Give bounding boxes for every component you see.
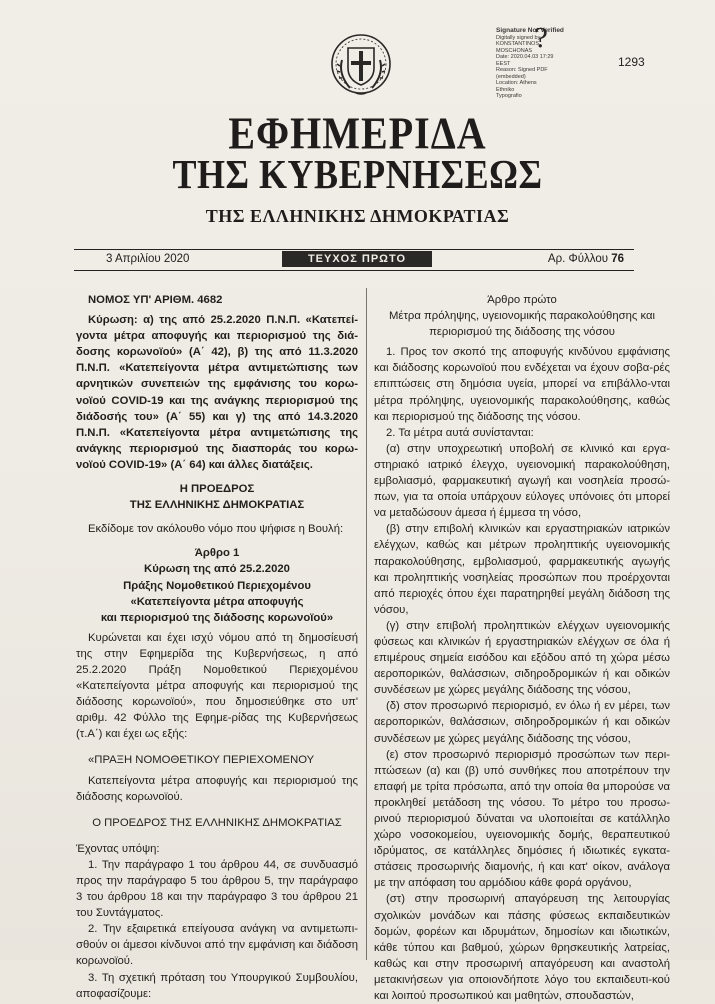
pnp-title: Κατεπείγοντα μέτρα αποφυγής και περιορισμού της διάδοσης κορωνοϊού.	[76, 774, 358, 803]
enactment-text: Εκδίδομε τον ακόλουθο νόμο που ψήφισε η Βουλή:	[88, 523, 344, 536]
article-1-title: Κύρωση της από 25.2.2020	[144, 563, 290, 576]
president-heading: Η ΠΡΟΕΔΡΟΣ	[179, 483, 255, 496]
left-column	[76, 292, 358, 1002]
measure-e: (ε) στον προσωρινό περιορισμό προσώπων των περι-πτώσεων (α) και (β) υπό συνθήκες που αποτρέπουν την επαφή με τρίτα πρόσωπα, από την οποία θα μπορούσε να προκληθεί μετάδοση της νόσου. Το μέτρο του προσω-ρινού περιορισμού δύναται να υλοποιείται σε κατάλληλο χώρο νοσοκομείου, υγειονομικής δομής, θεραπευτικού ιδρύματος, σε κατάλληλες δημόσιες ή ιδιωτικές εγκατα-στάσεις προσωρινής διαμονής, ή και κατ' οίκον, ανάλογα με την απόφαση του αρμόδιου κάθε φορά οργάνου,	[374, 748, 670, 890]
president-heading-2: ΤΗΣ ΕΛΛΗΝΙΚΗΣ ΔΗΜΟΚΡΑΤΙΑΣ	[129, 499, 305, 512]
law-title: ΝΟΜΟΣ ΥΠ' ΑΡΙΘΜ. 4682	[88, 294, 223, 306]
considering-item: 3. Τη σχετική πρόταση του Υπουργικού Συμβουλίου, αποφασίζουμε:	[76, 971, 358, 1000]
considering-item: 1. Την παράγραφο 1 του άρθρου 44, σε συνδυασμό προς την παράγραφο 5 του άρθρου 5, την παράγραφο 3 του άρθρου 18 και την παράγραφο 3 του άρθρου 21 του Συντάγματος.	[76, 858, 358, 920]
article-1-heading: Άρθρο 1	[194, 547, 240, 560]
considering-item: 2. Την εξαιρετικά επείγουσα ανάγκη να αντιμετωπι-σθούν οι άμεσοι κίνδυνοι από την εμφάνιση και διάδοση κορωνοϊού.	[76, 923, 358, 968]
digital-signature-stamp	[496, 24, 576, 99]
issue-band	[74, 249, 634, 271]
signature-line: EEST	[496, 60, 511, 67]
issue-date: 3 Απριλίου 2020	[106, 253, 190, 265]
sheet-number-value: 76	[611, 253, 624, 265]
page-number: 1293	[618, 55, 645, 69]
article-1-body: Κυρώνεται και έχει ισχύ νόμου από τη δημοσίευσή της στην Εφημερίδα της Κυβερνήσεως, η από 25.2.2020 Πράξη Νομοθετικού Περιεχομένου «Κατεπείγοντα μέτρα αποφυγής και περιορισμού της διάδοσης κορωνοϊού», που δημοσιεύθηκε στο υπ' αριθμ. 42 Φύλλο της Εφημε-ρίδας της Κυβερνήσεως (τ.Α΄) και έχει ως εξής:	[76, 631, 358, 741]
signature-line: Ethniko	[496, 86, 515, 93]
article-1-title: Πράξης Νομοθετικού Περιεχομένου	[123, 579, 311, 592]
president-full-heading: Ο ΠΡΟΕΔΡΟΣ ΤΗΣ ΕΛΛΗΝΙΚΗΣ ΔΗΜΟΚΡΑΤΙΑΣ	[92, 816, 342, 829]
signature-line: Date: 2020.04.03 17:29	[496, 54, 554, 60]
paragraph-2: 2. Τα μέτρα αυτά συνίστανται:	[386, 426, 534, 439]
signature-title: Signature Not Verified	[496, 27, 564, 34]
article-first-title: Μέτρα πρόληψης, υγειονομικής παρακολούθησης και περιορισμού της διάδοσης της νόσου	[389, 310, 655, 339]
signature-question-mark-icon: ?	[534, 24, 548, 54]
article-1-title: και περιορισμού της διάδοσης κορωνοϊού»	[100, 611, 334, 624]
article-first-heading: Άρθρο πρώτο	[487, 294, 557, 306]
measure-c: (γ) στην επιβολή προληπτικών ελέγχων υγειονομικής φύσεως και κλινικών ή εργαστηριακών ελέγχων σε όλα ή επιμέρους σημεία εισόδου και εξόδου από τη χώρα μέσω αεροπορικών, θαλάσσιων, σιδηροδρομικών ή και οδικών συνδέσεων με χώρες μεγάλης διάδοσης της νόσου,	[374, 619, 670, 697]
masthead-title: ΕΦΗΜΕΡΙΔΑ	[228, 107, 487, 159]
paragraph-1: 1. Προς τον σκοπό της αποφυγής κινδύνου εμφάνισης και διάδοσης κορωνοϊού που ενδέχεται να έχουν σοβα-ρές επιπτώσεις στη δημόσια υγεία, μπορεί να επιβάλλο-νται μέτρα πρόληψης, υγειονομικής παρακολούθησης, καθώς και περιορισμού της διάδοσης της νόσου.	[374, 346, 670, 423]
signature-line: Typografio	[496, 93, 522, 99]
column-divider	[366, 288, 367, 960]
signature-line: (embedded)	[496, 73, 526, 80]
signature-line: Digitally signed by	[496, 34, 541, 41]
signature-line: KONSTANTINOS	[496, 41, 539, 47]
right-column	[374, 292, 670, 1004]
masthead-republic: ΤΗΣ ΕΛΛΗΝΙΚΗΣ ΔΗΜΟΚΡΑΤΙΑΣ	[205, 206, 510, 226]
measure-b: (β) στην επιβολή κλινικών και εργαστηριακών ιατρικών ελέγχων, καθώς και μέτρων προληπτικής υγειονομικής παρακολούθησης, εμβολιασμού, φαρμακευτικής αγωγής και προληπτικής νοσηλείας προσώπων που προέρχονται από περιοχές όπου έχει παρατηρηθεί μεγάλη διάδοση της νόσου,	[374, 523, 670, 616]
sheet-number	[548, 253, 624, 265]
issue-label: ΤΕΥΧΟΣ ΠΡΩΤΟ	[282, 251, 432, 267]
measure-a: (α) στην υποχρεωτική υποβολή σε κλινικό και εργα-στηριακό ιατρικό έλεγχο, υγειονομική παρακολούθηση, εμβολιασμό, φαρμακευτική αγωγή και νοσηλεία προσώ-πων, για τα οποία υπάρχουν εύλογες υπόνοιες ότι μπορεί να μεταδώσουν άμεσα ή έμμεσα τη νόσο,	[374, 442, 670, 520]
measure-st: (στ) στην προσωρινή απαγόρευση της λειτουργίας σχολικών μονάδων και πάσης φύσεως εκπαιδευτικών δομών, φορέων και ιδρυμάτων, δημοσίων και ιδιωτικών, κάθε τύπου και βαθμού, χώρων θρησκευτικής λατρείας, καθώς και στην προσωρινή απαγόρευση και αναστολή μετακινήσεων για οποιονδήποτε λόγο του εκπαιδευτι-κού και λοιπού προσωπικού και μαθητών, σπουδαστών,	[374, 893, 670, 1003]
signature-line: Reason: Signed PDF	[496, 67, 548, 73]
pnp-heading: «ΠΡΑΞΗ ΝΟΜΟΘΕΤΙΚΟΥ ΠΕΡΙΕΧΟΜΕΝΟΥ	[88, 754, 315, 767]
signature-line: MOSCHONAS	[496, 47, 533, 54]
measure-d: (δ) στον προσωρινό περιορισμό, εν όλω ή εν μέρει, των αεροπορικών, θαλάσσιων, σιδηροδρομικών ή και οδικών συνδέσεων με χώρες μεγάλης διάδοσης της νόσου,	[374, 700, 670, 745]
hellenic-coat-of-arms-emblem	[328, 30, 394, 106]
article-1-title: «Κατεπείγοντα μέτρα αποφυγής	[130, 595, 304, 608]
masthead-subtitle: ΤΗΣ ΚΥΒΕΡΝΗΣΕΩΣ	[172, 151, 543, 198]
law-summary: Κύρωση: α) της από 25.2.2020 Π.Ν.Π. «Κατεπεί-γοντα μέτρα αποφυγής και περιορισμού της διά-δοσης κορωνοϊού» (Α΄ 42), β) της από 11.3.2020 Π.Ν.Π. «Κατεπείγοντα μέτρα αντιμετώπισης των αρνητικών συνεπειών της εμφάνισης του κορω-νοϊού COVID-19 και της ανάγκης περιορισμού της διάδοσής του» (Α΄ 55) και γ) της από 14.3.2020 Π.Ν.Π. «Κατεπείγοντα μέτρα αντιμετώπισης της ανάγκης περιορισμού της διασποράς του κορω-νοϊού COVID-19» (Α΄ 64) και άλλες διατάξεις.	[76, 314, 358, 471]
sheet-label: Αρ. Φύλλου	[547, 253, 608, 265]
signature-line: Location: Athens	[496, 80, 537, 86]
considering-label: Έχοντας υπόψη:	[76, 842, 160, 855]
